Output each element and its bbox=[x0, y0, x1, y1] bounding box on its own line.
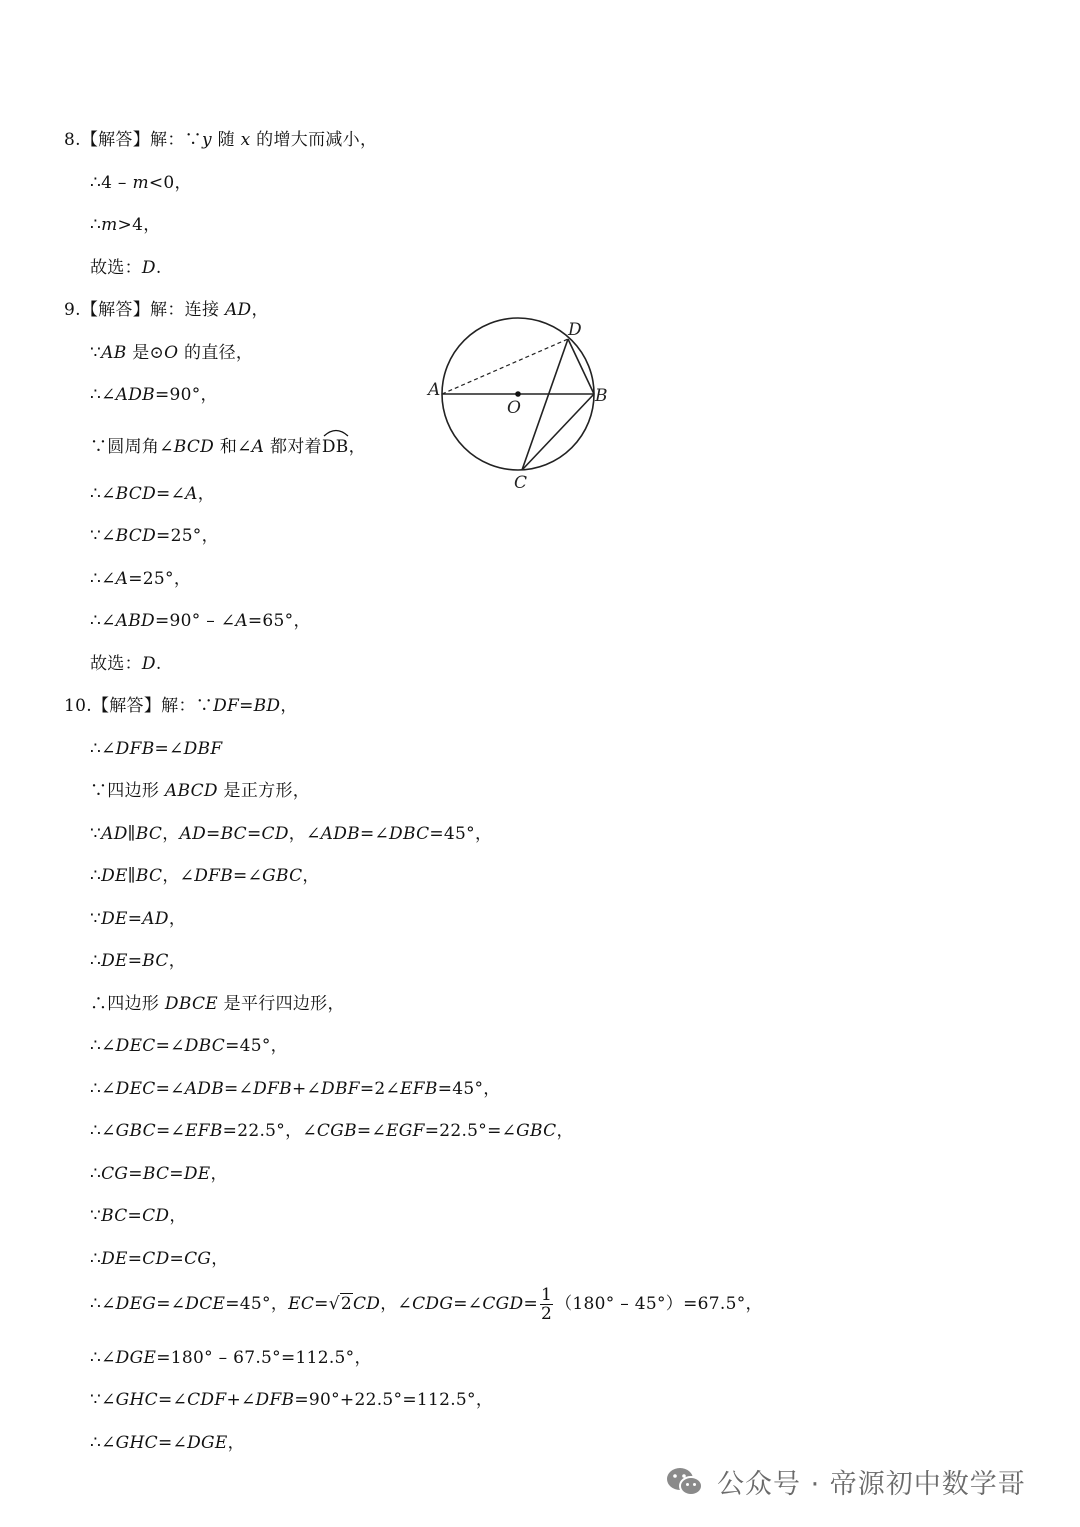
q9-line-7: ∴∠A=25°， bbox=[90, 569, 192, 589]
q10-line-2: ∴∠DFB=∠DBF bbox=[90, 739, 223, 759]
q9-line-3: ∴∠ADB=90°， bbox=[90, 385, 218, 405]
q8-line-1: 8.【解答】解：∵y 随 x 的增大而减小， bbox=[64, 130, 378, 150]
arc-mark-icon bbox=[322, 427, 350, 437]
q8-line-3: ∴m>4， bbox=[90, 215, 161, 235]
q10-line-3: ∵四边形 ABCD 是正方形， bbox=[90, 781, 311, 801]
label-a: A bbox=[428, 380, 441, 400]
q9-line-4: ∵圆周角∠BCD 和∠A 都对着 DB， bbox=[90, 435, 366, 459]
chord-ad-dashed bbox=[442, 339, 568, 394]
q10-line-1: 10.【解答】解：∵DF=BD， bbox=[64, 696, 298, 716]
watermark-text: 公众号 · 帝源初中数学哥 bbox=[717, 1469, 1026, 1500]
q10-line-17: ∵∠GHC=∠CDF+∠DFB=90°+22.5°=112.5°， bbox=[90, 1390, 494, 1410]
q10-line-9: ∴∠DEC=∠DBC=45°， bbox=[90, 1036, 288, 1056]
label-d: D bbox=[568, 320, 582, 340]
fraction-one-half: $\frac{1}{2}$ bbox=[540, 1285, 553, 1324]
q10-line-11: ∴∠GBC=∠EFB=22.5°，∠CGB=∠EGF=22.5°=∠GBC， bbox=[90, 1121, 574, 1141]
q10-line-5: ∴DE∥BC，∠DFB=∠GBC， bbox=[90, 866, 320, 886]
q9-line-5: ∴∠BCD=∠A， bbox=[90, 484, 216, 504]
watermark bbox=[665, 1462, 1026, 1501]
wechat-icon bbox=[665, 1465, 705, 1499]
q10-line-15: ∴∠DEG=∠DCE=45°，EC=√2CD，∠CDG=∠CGD= $\frac{1}{2}$ （180° – 45°）=67.5°， bbox=[90, 1285, 763, 1324]
q9-line-2: ∵AB 是⊙O 的直径， bbox=[90, 343, 254, 363]
q8-line-2: ∴4 – m<0， bbox=[90, 173, 192, 193]
q10-line-16: ∴∠DGE=180° – 67.5°=112.5°， bbox=[90, 1348, 372, 1368]
q10-line-13: ∵BC=CD， bbox=[90, 1206, 187, 1226]
q10-line-4: ∵AD∥BC，AD=BC=CD，∠ADB=∠DBC=45°， bbox=[90, 824, 493, 844]
q8-line-4: 故选：D. bbox=[90, 258, 162, 278]
q10-line-14: ∴DE=CD=CG， bbox=[90, 1249, 229, 1269]
label-o: O bbox=[507, 398, 521, 418]
chord-db bbox=[568, 339, 594, 394]
circle-figure bbox=[422, 312, 622, 497]
q10-line-12: ∴CG=BC=DE， bbox=[90, 1164, 228, 1184]
q9-line-1: 9.【解答】解：连接 AD， bbox=[64, 300, 269, 320]
sqrt-two: √2 bbox=[328, 1294, 352, 1314]
q9-line-8: ∴∠ABD=90° – ∠A=65°， bbox=[90, 611, 311, 631]
arc-db: DB bbox=[322, 435, 349, 459]
q10-line-18: ∴∠GHC=∠DGE， bbox=[90, 1433, 245, 1453]
chord-dc bbox=[522, 339, 568, 470]
label-b: B bbox=[595, 386, 608, 406]
label-c: C bbox=[514, 473, 528, 493]
q10-line-8: ∴四边形 DBCE 是平行四边形， bbox=[90, 994, 345, 1014]
q9-line-6: ∵∠BCD=25°， bbox=[90, 526, 219, 546]
center-point bbox=[515, 391, 521, 397]
q10-line-10: ∴∠DEC=∠ADB=∠DFB+∠DBF=2∠EFB=45°， bbox=[90, 1079, 501, 1099]
q9-line-9: 故选：D. bbox=[90, 654, 162, 674]
q10-line-7: ∴DE=BC， bbox=[90, 951, 187, 971]
q10-line-6: ∵DE=AD， bbox=[90, 909, 187, 929]
